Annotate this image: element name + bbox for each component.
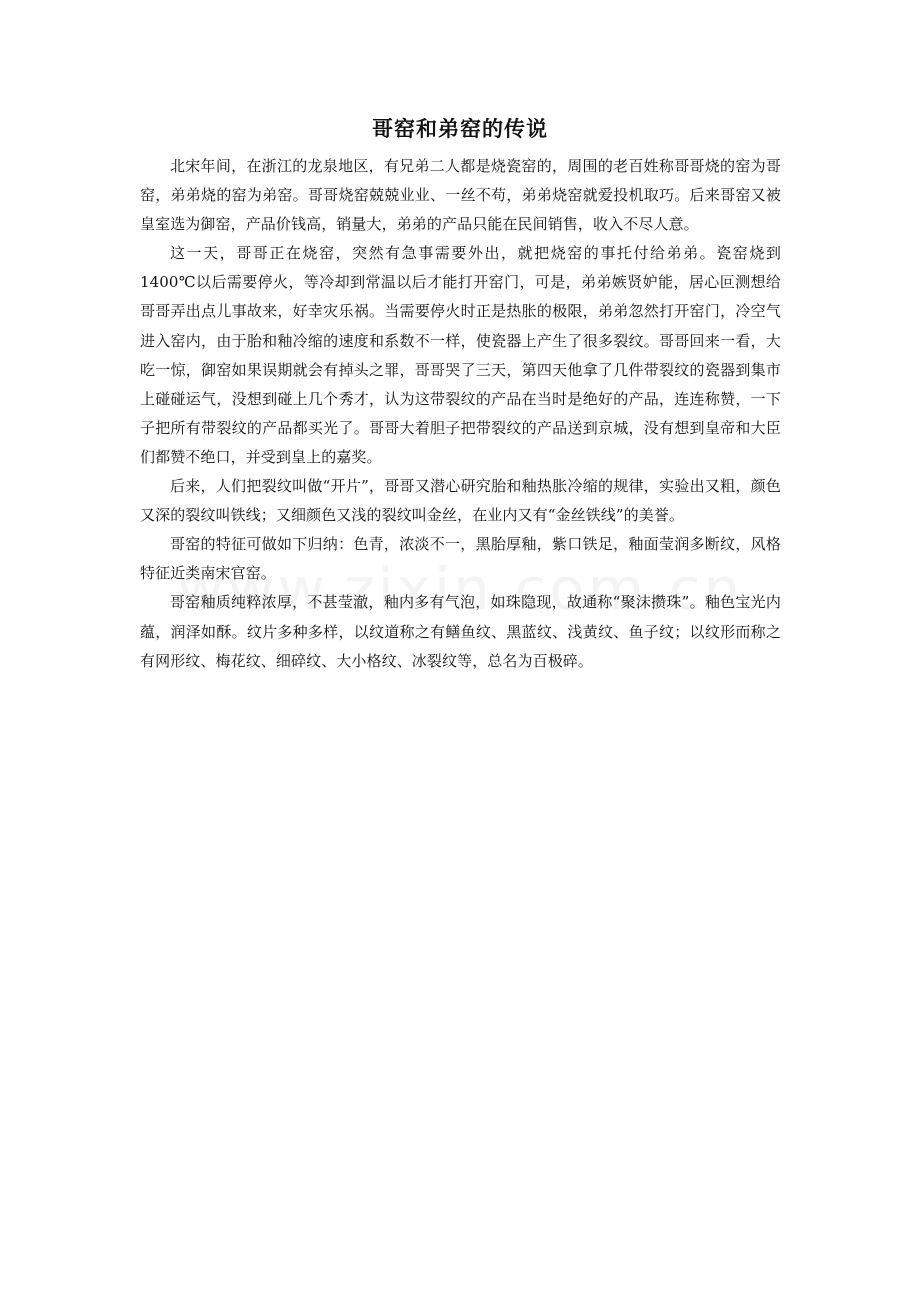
paragraph-5: 哥窑釉质纯粹浓厚，不甚莹澈，釉内多有气泡，如珠隐现，故通称“聚沫攒珠”。釉色宝光内蕴，润泽如酥。纹片多种多样，以纹道称之有鳝鱼纹、黑蓝纹、浅黄纹、鱼子纹；以纹形而称之有网形纹、梅花纹、细碎纹、大小格纹、冰裂纹等，总名为百极碎。 [140, 593, 781, 670]
paragraph-3: 后来，人们把裂纹叫做“开片”，哥哥又潜心研究胎和釉热胀冷缩的规律，实验出又粗，颜色又深的裂纹叫铁线；又细颜色又浅的裂纹叫金丝，在业内又有“金丝铁线”的美誉。 [140, 477, 781, 525]
paragraph-4: 哥窑的特征可做如下归纳：色青，浓淡不一，黑胎厚釉，紫口铁足，釉面莹润多断纹，风格特征近类南宋官窑。 [140, 535, 781, 583]
paragraph-2: 这一天，哥哥正在烧窑，突然有急事需要外出，就把烧窑的事托付给弟弟。瓷窑烧到1400℃以后需要停火，等冷却到常温以后才能打开窑门，可是，弟弟嫉贤妒能，居心叵测想给哥哥弄出点儿事故来，好幸灾乐祸。当需要停火时正是热胀的极限，弟弟忽然打开窑门，冷空气进入窑内，由于胎和釉冷缩的速度和系数不一样，使瓷器上产生了很多裂纹。哥哥回来一看，大吃一惊，御窑如果误期就会有掉头之罪，哥哥哭了三天，第四天他拿了几件带裂纹的瓷器到集市上碰碰运气，没想到碰上几个秀才，认为这带裂纹的产品在当时是绝好的产品，连连称赞，一下子把所有带裂纹的产品都买光了。哥哥大着胆子把带裂纹的产品送到京城，没有想到皇帝和大臣们都赞不绝口，并受到皇上的嘉奖。 [140, 244, 781, 466]
document-title: 哥窑和弟窑的传说 [372, 116, 548, 141]
document-body [140, 152, 781, 676]
paragraph-1: 北宋年间，在浙江的龙泉地区，有兄弟二人都是烧瓷窑的，周围的老百姓称哥哥烧的窑为哥窑，弟弟烧的窑为弟窑。哥哥烧窑兢兢业业、一丝不苟，弟弟烧窑就爱投机取巧。后来哥窑又被皇室选为御窑，产品价钱高，销量大，弟弟的产品只能在民间销售，收入不尽人意。 [140, 157, 781, 234]
